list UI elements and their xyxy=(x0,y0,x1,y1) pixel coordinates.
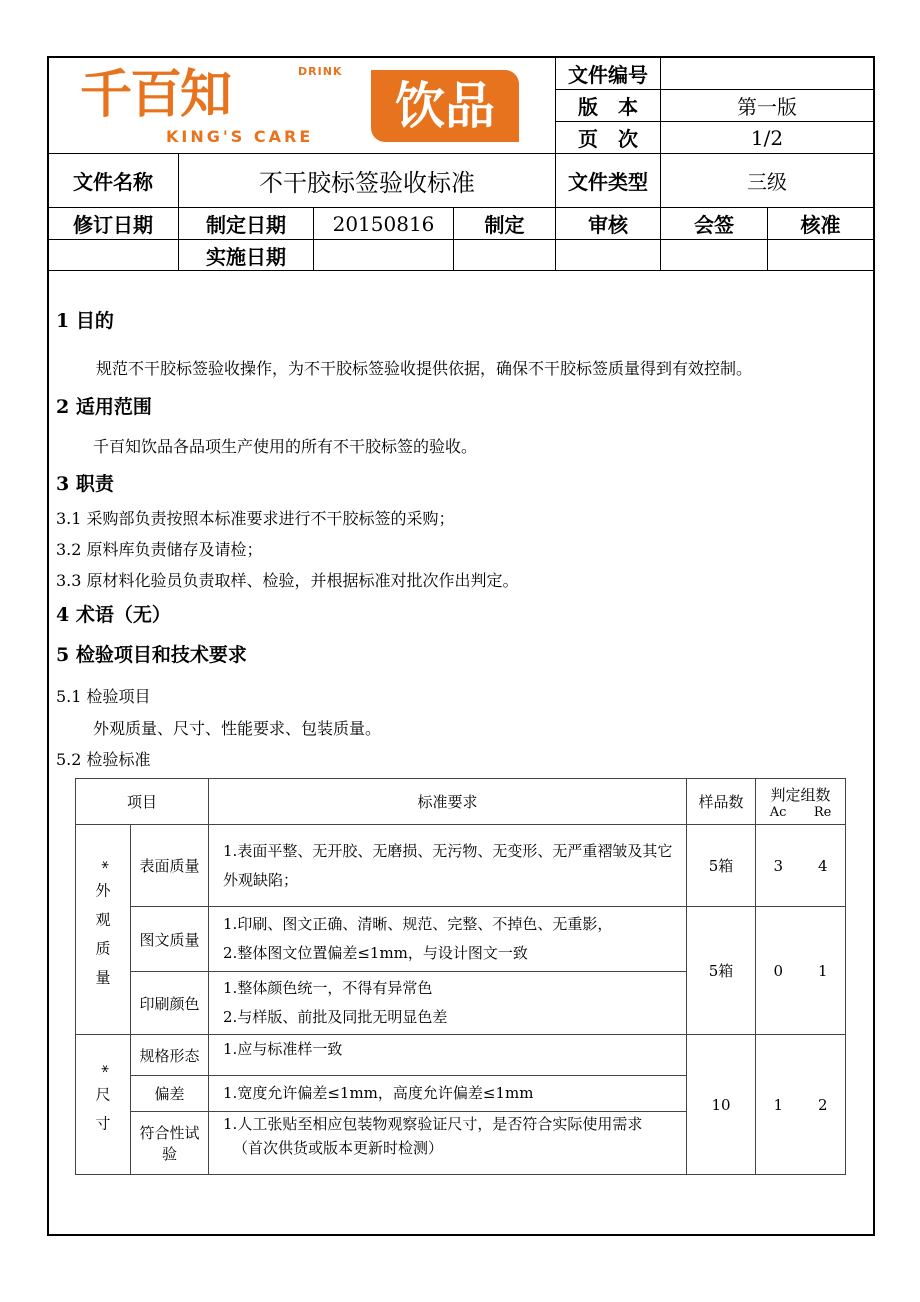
std-line: 1.人工张贴至相应包装物观察验证尺寸，是否符合实际使用需求 xyxy=(223,1115,643,1133)
header-sample: 样品数 xyxy=(687,779,756,825)
logo-drink-text: DRINK xyxy=(298,65,343,78)
page-value: 1/2 xyxy=(661,122,874,154)
row-standard xyxy=(209,1112,687,1175)
section-3-2: 3.2 原料库负责储存及请检； xyxy=(56,540,263,559)
name-label: 文件名称 xyxy=(48,154,179,208)
row-standard: 1.宽度允许偏差≤1mm，高度允许偏差≤1mm xyxy=(209,1076,687,1112)
revise-date-label: 修订日期 xyxy=(48,208,179,240)
type-value: 三级 xyxy=(661,154,874,208)
version-value: 第一版 xyxy=(661,90,874,122)
page-label: 页 次 xyxy=(556,122,661,154)
empty-cell xyxy=(661,240,768,271)
row-name: 印刷颜色 xyxy=(131,972,209,1035)
group-appearance: *外观质量 xyxy=(76,825,131,1035)
std-line: 1.印刷、图文正确、清晰、规范、完整、不掉色、无重影， xyxy=(223,915,613,933)
header-item: 项目 xyxy=(76,779,209,825)
section-5-1: 5.1 检验项目 xyxy=(56,687,151,706)
row-judge xyxy=(756,907,846,1035)
ac-value: 1 xyxy=(773,1095,784,1114)
std-line: （首次供货或版本更新时检测） xyxy=(233,1139,444,1157)
empty-cell xyxy=(454,240,556,271)
header-judge xyxy=(756,779,846,825)
doc-no-value xyxy=(661,57,874,90)
section-5-2: 5.2 检验标准 xyxy=(56,750,151,769)
document-title: 不干胶标签验收标准 xyxy=(179,154,556,208)
logo-box-text: 饮品 xyxy=(371,70,519,142)
row-name: 偏差 xyxy=(131,1076,209,1112)
ac-value: 0 xyxy=(773,961,784,980)
re-value: 4 xyxy=(817,856,828,875)
empty-cell xyxy=(556,240,661,271)
document-header-table xyxy=(47,56,874,271)
re-label: Re xyxy=(813,804,832,820)
re-value: 1 xyxy=(817,961,828,980)
row-standard: 1.应与标准样一致 xyxy=(209,1035,687,1076)
ac-label: Ac xyxy=(769,804,787,820)
review-label: 审核 xyxy=(556,208,661,240)
row-sample: 10 xyxy=(687,1035,756,1175)
inspection-standard-table xyxy=(75,778,846,1175)
row-judge xyxy=(756,825,846,907)
section-2-text: 千百知饮品各品项生产使用的所有不干胶标签的验收。 xyxy=(93,437,478,456)
row-name: 图文质量 xyxy=(131,907,209,972)
logo-main-text: 千百知 xyxy=(80,65,231,125)
company-logo xyxy=(48,57,556,154)
section-3-title: 3 职责 xyxy=(56,473,114,495)
empty-cell xyxy=(768,240,874,271)
section-5-1-text: 外观质量、尺寸、性能要求、包装质量。 xyxy=(93,719,382,738)
ac-value: 3 xyxy=(773,856,784,875)
row-standard xyxy=(209,972,687,1035)
row-name: 符合性试验 xyxy=(131,1112,209,1175)
made-date-value: 20150816 xyxy=(314,208,454,240)
row-standard xyxy=(209,907,687,972)
section-2-title: 2 适用范围 xyxy=(56,396,152,418)
section-1-text: 规范不干胶标签验收操作，为不干胶标签验收提供依据，确保不干胶标签质量得到有效控制。 xyxy=(96,359,753,378)
section-5-title: 5 检验项目和技术要求 xyxy=(56,644,247,666)
made-date-label: 制定日期 xyxy=(179,208,314,240)
doc-no-label: 文件编号 xyxy=(556,57,661,90)
row-standard: 1.表面平整、无开胶、无磨损、无污物、无变形、无严重褶皱及其它外观缺陷； xyxy=(209,825,687,907)
maker-label: 制定 xyxy=(454,208,556,240)
section-1-title: 1 目的 xyxy=(56,310,114,332)
row-sample: 5箱 xyxy=(687,825,756,907)
countersign-label: 会签 xyxy=(661,208,768,240)
approve-label: 核准 xyxy=(768,208,874,240)
empty-cell xyxy=(314,240,454,271)
row-judge xyxy=(756,1035,846,1175)
judge-label: 判定组数 xyxy=(770,785,831,804)
section-3-1: 3.1 采购部负责按照本标准要求进行不干胶标签的采购； xyxy=(56,509,455,528)
row-name: 规格形态 xyxy=(131,1035,209,1076)
version-label: 版 本 xyxy=(556,90,661,122)
section-4-title: 4 术语（无） xyxy=(56,604,171,626)
header-standard: 标准要求 xyxy=(209,779,687,825)
logo-sub-text: KING'S CARE xyxy=(166,127,314,146)
std-line: 1.整体颜色统一，不得有异常色 xyxy=(223,979,433,997)
row-sample: 5箱 xyxy=(687,907,756,1035)
impl-date-label: 实施日期 xyxy=(179,240,314,271)
section-3-3: 3.3 原材料化验员负责取样、检验，并根据标准对批次作出判定。 xyxy=(56,571,519,590)
re-value: 2 xyxy=(817,1095,828,1114)
std-line: 2.整体图文位置偏差≤1mm，与设计图文一致 xyxy=(223,944,528,962)
group-size: *尺寸 xyxy=(76,1035,131,1175)
row-name: 表面质量 xyxy=(131,825,209,907)
type-label: 文件类型 xyxy=(556,154,661,208)
std-line: 2.与样版、前批及同批无明显色差 xyxy=(223,1008,448,1026)
empty-cell xyxy=(48,240,179,271)
